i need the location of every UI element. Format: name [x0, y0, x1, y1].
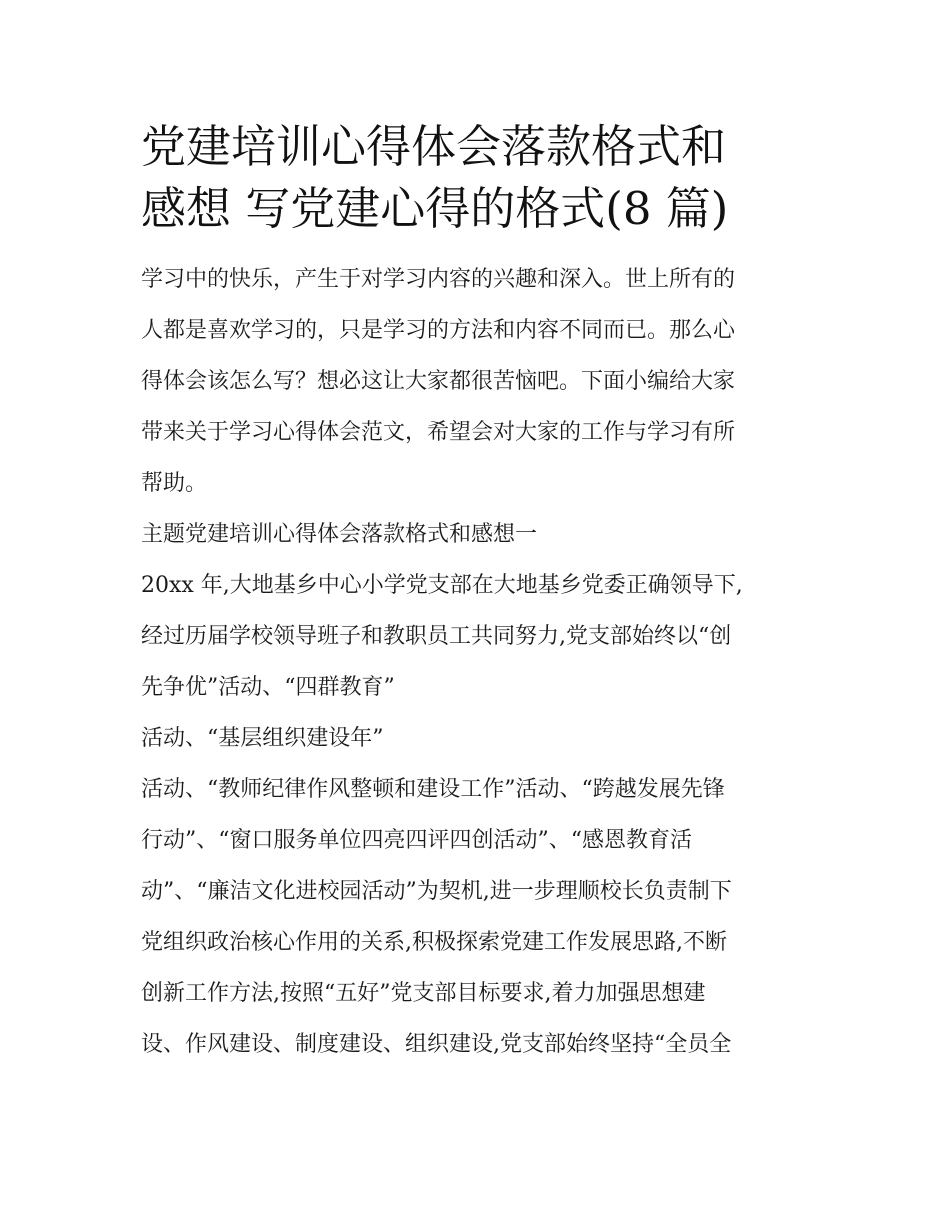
text-line: 设、作风建设、制度建设、组织建设,党支部始终坚持“全员全	[141, 1032, 732, 1057]
text-line: 学习中的快乐，产生于对学习内容的兴趣和深入。世上所有的	[141, 267, 736, 292]
text-line: 活动、“教师纪律作风整顿和建设工作”活动、“跨越发展先锋	[141, 777, 725, 802]
section-heading: 主题党建培训心得体会落款格式和感想一	[141, 522, 538, 547]
text-line: 带来关于学习心得体会范文，希望会对大家的工作与学习有所	[141, 420, 736, 445]
document-title	[141, 116, 821, 240]
text-line: 20xx 年,大地基乡中心小学党支部在大地基乡党委正确领导下,	[141, 573, 743, 598]
text-line: 帮助。	[141, 471, 208, 496]
text-line: 党组织政治核心作用的关系,积极探索党建工作发展思路,不断	[141, 930, 727, 955]
text-line: 活动、“基层组织建设年”	[141, 726, 384, 751]
text-line: 经过历届学校领导班子和教职员工共同努力,党支部始终以“创	[141, 624, 732, 649]
title-line-1: 党建培训心得体会落款格式和	[141, 120, 727, 173]
text-line: 先争优”活动、“四群教育”	[141, 675, 395, 700]
text-line: 得体会该怎么写？想必这让大家都很苦恼吧。下面小编给大家	[141, 369, 736, 394]
title-line-2: 感想 写党建心得的格式(8 篇)	[141, 182, 729, 235]
document-body	[141, 116, 821, 1070]
text-line: 创新工作方法,按照“五好”党支部目标要求,着力加强思想建	[141, 981, 706, 1006]
text-line: 行动”、“窗口服务单位四亮四评四创活动”、“感恩教育活	[141, 828, 692, 853]
text-line: 人都是喜欢学习的，只是学习的方法和内容不同而已。那么心	[141, 318, 736, 343]
text-line: 动”、“廉洁文化进校园活动”为契机,进一步理顺校长负责制下	[141, 879, 732, 904]
